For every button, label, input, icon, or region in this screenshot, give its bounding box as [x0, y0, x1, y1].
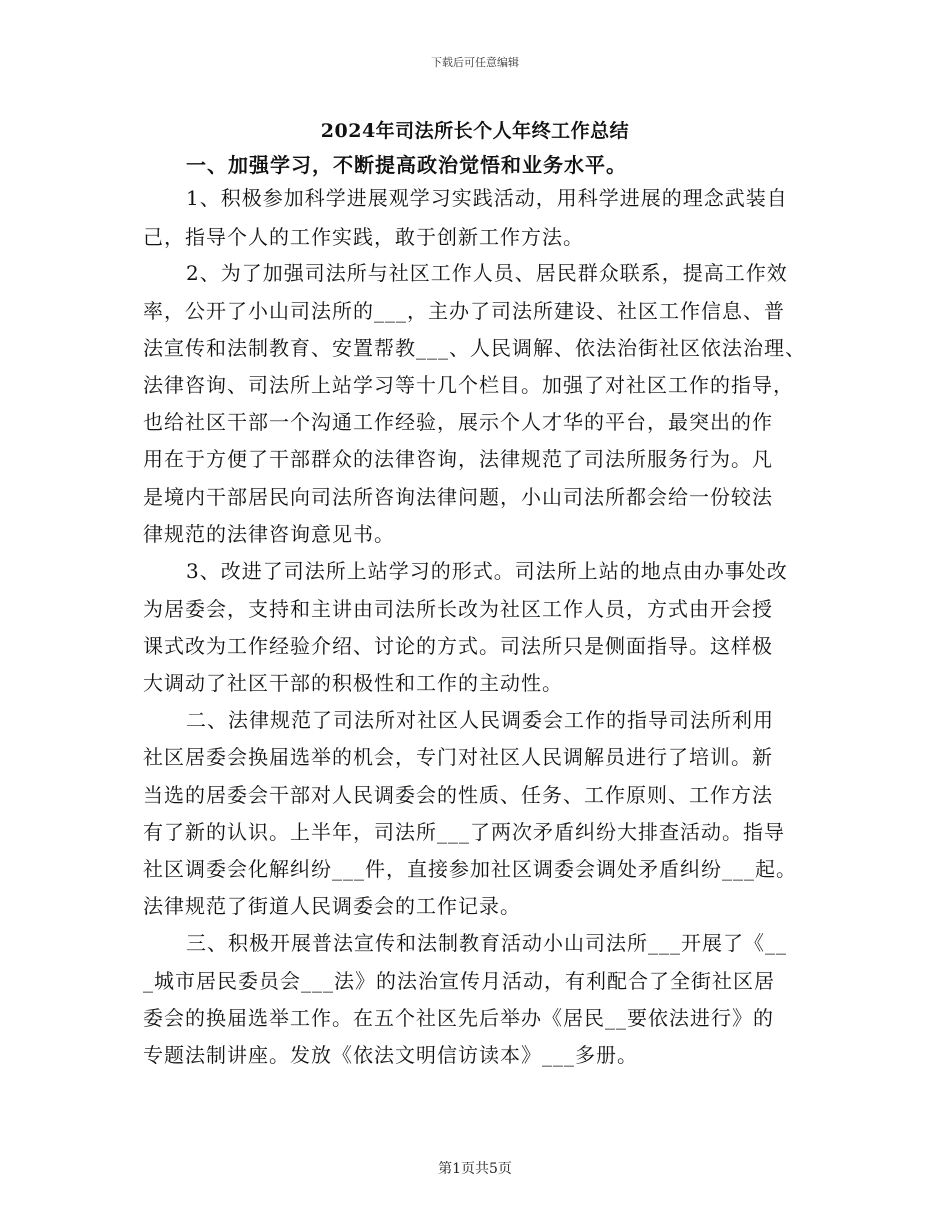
body-line: _城市居民委员会___法》的法治宣传月活动，有利配合了全街社区居 — [143, 969, 775, 993]
body-line: 当选的居委会干部对人民调委会的性质、任务、工作原则、工作方法 — [143, 783, 773, 807]
page-header-note: 下载后可任意编辑 — [431, 56, 519, 69]
body-line: 用在于方便了干部群众的法律咨询，法律规范了司法所服务行为。凡 — [143, 447, 773, 471]
document-title: 2024年司法所长个人年终工作总结 — [320, 120, 630, 142]
body-line: 有了新的认识。上半年，司法所___了两次矛盾纠纷大排查活动。指导 — [143, 820, 785, 844]
body-line: 课式改为工作经验介绍、讨论的方式。司法所只是侧面指导。这样极 — [143, 634, 773, 658]
body-line: 委会的换届选举工作。在五个社区先后举办《居民__要依法进行》的 — [143, 1006, 774, 1030]
body-line: 三、积极开展普法宣传和法制教育活动小山司法所___开展了《__ — [186, 931, 787, 955]
body-line: 也给社区干部一个沟通工作经验，展示个人才华的平台，最突出的作 — [143, 410, 773, 434]
body-line: 1、积极参加科学进展观学习实践活动，用科学进展的理念武装自 — [186, 186, 788, 210]
body-line: 是境内干部居民向司法所咨询法律问题，小山司法所都会给一份较法 — [143, 485, 773, 509]
body-line: 二、法律规范了司法所对社区人民调委会工作的指导司法所利用 — [186, 708, 774, 732]
body-line: 率，公开了小山司法所的___，主办了司法所建设、社区工作信息、普 — [143, 299, 785, 323]
body-line: 法律规范了街道人民调委会的工作记录。 — [143, 894, 521, 918]
section-heading-1: 一、加强学习，不断提高政治觉悟和业务水平。 — [186, 153, 627, 177]
body-line: 社区调委会化解纠纷___件，直接参加社区调委会调处矛盾纠纷___起。 — [143, 857, 797, 881]
page-footer-page-number: 第1页共5页 — [438, 1161, 512, 1177]
body-line: 2、为了加强司法所与社区工作人员、居民群众联系，提高工作效 — [186, 261, 788, 285]
body-line: 为居委会，支持和主讲由司法所长改为社区工作人员，方式由开会授 — [143, 597, 773, 621]
body-line: 律规范的法律咨询意见书。 — [143, 522, 395, 546]
body-line: 专题法制讲座。发放《依法文明信访读本》___多册。 — [143, 1043, 638, 1067]
body-line: 3、改进了司法所上站学习的形式。司法所上站的地点由办事处改 — [186, 559, 788, 583]
body-line: 大调动了社区干部的积极性和工作的主动性。 — [143, 671, 563, 695]
body-line: 法律咨询、司法所上站学习等十几个栏目。加强了对社区工作的指导， — [143, 373, 794, 397]
body-line: 社区居委会换届选举的机会，专门对社区人民调解员进行了培训。新 — [143, 745, 773, 769]
body-line: 法宣传和法制教育、安置帮教___、人民调解、依法治街社区依法治理、 — [143, 336, 806, 360]
body-line: 己，指导个人的工作实践，敢于创新工作方法。 — [143, 225, 584, 249]
